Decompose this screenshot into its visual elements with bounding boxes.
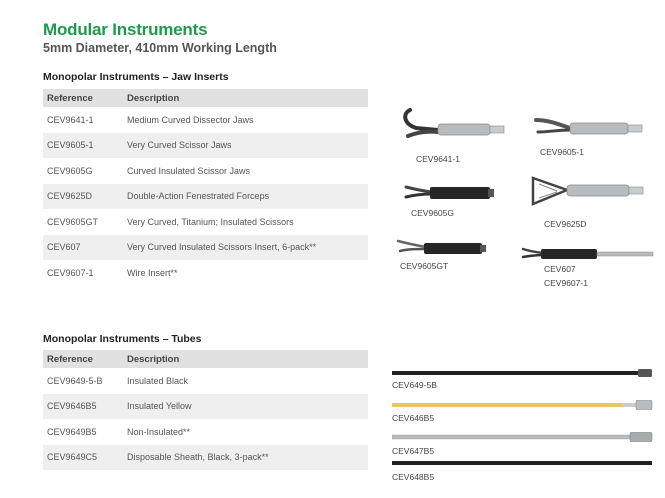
instrument-label: CEV646B5	[392, 413, 435, 423]
table-row	[43, 133, 368, 159]
description-cell: Very Curved Scissor Jaws	[120, 133, 368, 159]
tubes-section-title: Monopolar Instruments – Tubes	[43, 333, 202, 345]
instrument-label: CEV9625D	[544, 219, 587, 229]
description-cell: Insulated Yellow	[120, 394, 368, 420]
scissors-insert-image	[521, 244, 656, 264]
instrument-label: CEV9605GT	[400, 261, 449, 271]
table-row	[43, 209, 368, 235]
instrument-label: CEV9607-1	[544, 278, 588, 288]
table-row	[43, 445, 368, 471]
instrument-label: CEV647B5	[392, 446, 435, 456]
scissor-jaws-image	[532, 114, 644, 144]
table-row	[43, 368, 368, 394]
table-header-row	[43, 89, 368, 107]
dissector-jaws-image	[398, 104, 508, 149]
description-cell: Very Curved Insulated Scissors Insert, 6-pack**	[120, 235, 368, 261]
insulated-scissor-jaws-image	[404, 181, 496, 205]
instrument-label: CEV9605-1	[540, 147, 584, 157]
jaw-inserts-table	[43, 89, 368, 286]
description-cell: Double-Action Fenestrated Forceps	[120, 184, 368, 210]
reference-cell: CEV9605-1	[43, 133, 120, 159]
jaw-inserts-section-title: Monopolar Instruments – Jaw Inserts	[43, 71, 229, 83]
reference-cell: CEV9605GT	[47, 216, 99, 227]
titanium-scissors-image	[396, 237, 488, 259]
table-row	[43, 158, 368, 184]
reference-cell: CEV9649C5	[43, 445, 120, 471]
table-row	[43, 184, 368, 210]
tube-image-black	[392, 369, 654, 377]
instrument-label: CEV9605G	[411, 208, 454, 218]
description-cell: Medium Curved Dissector Jaws	[127, 114, 254, 125]
description-cell: Disposable Sheath, Black, 3-pack**	[120, 445, 368, 471]
reference-cell: CEV9649B5	[47, 426, 97, 437]
description-cell: Non-Insulated**	[127, 426, 191, 437]
description-cell: Insulated Black	[127, 375, 189, 386]
fenestrated-forceps-image	[527, 174, 647, 214]
reference-cell: CEV9625D	[43, 184, 120, 210]
page-subtitle: 5mm Diameter, 410mm Working Length	[43, 41, 277, 55]
column-header-reference: Reference	[43, 350, 120, 368]
table-row	[43, 260, 368, 286]
description-cell: Wire Insert**	[127, 267, 178, 278]
instrument-label: CEV9641-1	[416, 154, 460, 164]
description-cell: Curved Insulated Scissor Jaws	[127, 165, 251, 176]
reference-cell: CEV607	[43, 235, 120, 261]
reference-cell: CEV9649-5-B	[47, 375, 103, 386]
table-row	[43, 419, 368, 445]
column-header-reference: Reference	[43, 89, 120, 107]
page-title: Modular Instruments	[43, 20, 208, 39]
reference-cell: CEV9607-1	[47, 267, 94, 278]
reference-cell: CEV9646B5	[43, 394, 120, 420]
table-header-row	[43, 350, 368, 368]
table-row	[43, 235, 368, 261]
column-header-description: Description	[120, 89, 368, 107]
description-cell: Very Curved, Titanium; Insulated Scissors	[127, 216, 294, 227]
column-header-description: Description	[120, 350, 368, 368]
tube-image-yellow	[392, 400, 654, 410]
tubes-table	[43, 350, 368, 470]
tube-image-sheath	[392, 460, 654, 466]
instrument-label: CEV649-5B	[392, 380, 437, 390]
reference-cell: CEV9605G	[47, 165, 93, 176]
instrument-label: CEV607	[544, 264, 576, 274]
table-row	[43, 394, 368, 420]
reference-cell: CEV9641-1	[47, 114, 94, 125]
tube-image-steel	[392, 432, 654, 442]
table-row	[43, 107, 368, 133]
instrument-label: CEV648B5	[392, 472, 435, 482]
